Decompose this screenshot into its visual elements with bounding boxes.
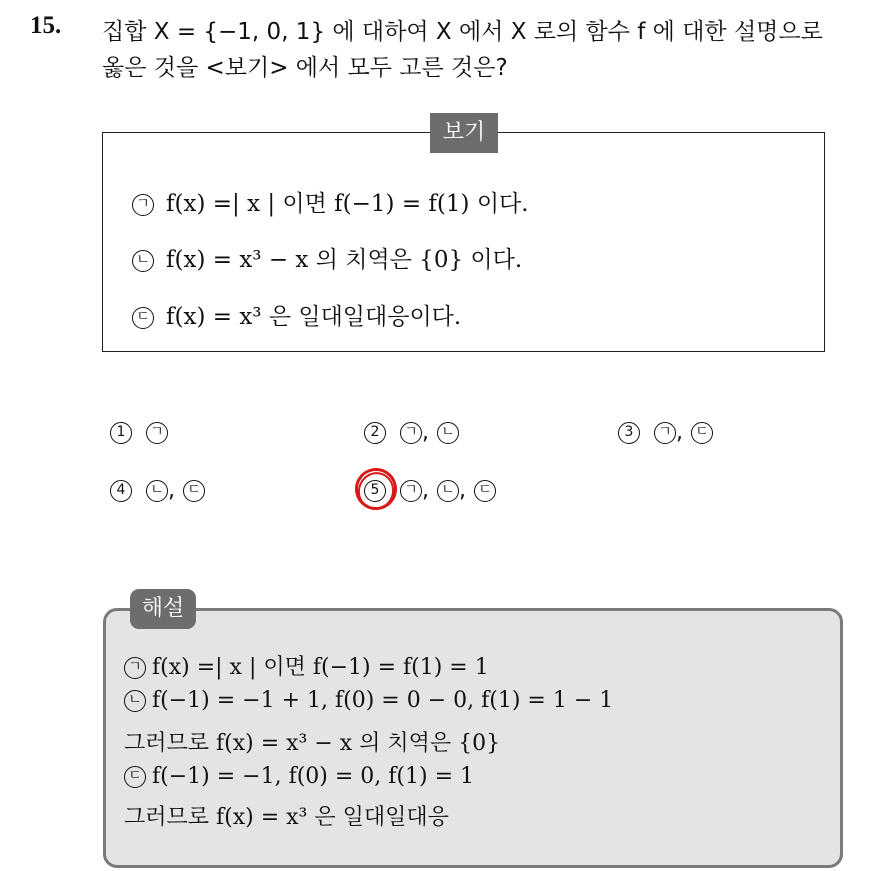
mark-nieun: ㄴ (132, 250, 154, 272)
bogi-item-1 (132, 185, 529, 218)
bogi-title: 보기 (430, 113, 498, 153)
choice-4[interactable]: 4 ㄴ , ㄷ (110, 478, 217, 503)
explanation-line-4 (124, 764, 474, 789)
choice-number: 2 (364, 422, 386, 444)
bogi-item-3-text: f(x) = x³ 은 일대일대응이다. (166, 304, 462, 330)
question-line-2: 옳은 것을 <보기> 에서 모두 고른 것은? (102, 55, 508, 81)
mark-giyeok: ㄱ (146, 422, 168, 444)
explanation-title: 해설 (130, 589, 196, 629)
bogi-item-2-text: f(x) = x³ − x 의 치역은 {0} 이다. (166, 247, 523, 273)
choice-1[interactable] (110, 420, 180, 445)
mark-giyeok: ㄱ (132, 194, 154, 216)
mark-nieun: ㄴ (124, 690, 146, 712)
bogi-item-2 (132, 241, 522, 274)
mark-giyeok: ㄱ (400, 422, 422, 444)
choice-number: 3 (618, 422, 640, 444)
choice-number: 1 (110, 422, 132, 444)
explanation-line-4-text: f(−1) = −1, f(0) = 0, f(1) = 1 (152, 764, 475, 789)
mark-giyeok: ㄱ (400, 480, 422, 502)
bogi-item-3 (132, 298, 461, 331)
choice-2[interactable]: 2 ㄱ , ㄴ (364, 420, 471, 445)
mark-nieun: ㄴ (437, 480, 459, 502)
mark-giyeok: ㄱ (124, 657, 146, 679)
choice-3[interactable]: 3 ㄱ , ㄷ (618, 420, 725, 445)
mark-nieun: ㄴ (146, 480, 168, 502)
mark-digeut: ㄷ (183, 480, 205, 502)
explanation-line-2-text: f(−1) = −1 + 1, f(0) = 0 − 0, f(1) = 1 − 1 (152, 688, 614, 713)
explanation-line-2 (124, 688, 613, 713)
bogi-item-1-text: f(x) =| x | 이면 f(−1) = f(1) 이다. (166, 191, 529, 217)
question-text (102, 14, 872, 86)
mark-giyeok: ㄱ (654, 422, 676, 444)
explanation-line-1 (124, 650, 489, 681)
explanation-line-3: 그러므로 f(x) = x³ − x 의 치역은 {0} (124, 731, 501, 756)
question-line-1: 집합 X = {−1, 0, 1} 에 대하여 X 에서 X 로의 함수 f 에 대한 설명으로 (102, 19, 823, 45)
explanation-line-5: 그러므로 f(x) = x³ 은 일대일대응 (124, 805, 449, 830)
question-number: 15. (30, 12, 62, 39)
mark-digeut: ㄷ (132, 307, 154, 329)
choice-number: 4 (110, 480, 132, 502)
choice-number: 5 (364, 480, 386, 502)
mark-digeut: ㄷ (474, 480, 496, 502)
choice-5[interactable]: 5 ㄱ , ㄴ , ㄷ (364, 478, 508, 503)
mark-digeut: ㄷ (691, 422, 713, 444)
explanation-line-1-text: f(x) =| x | 이면 f(−1) = f(1) = 1 (152, 655, 489, 680)
mark-nieun: ㄴ (437, 422, 459, 444)
mark-digeut: ㄷ (124, 766, 146, 788)
